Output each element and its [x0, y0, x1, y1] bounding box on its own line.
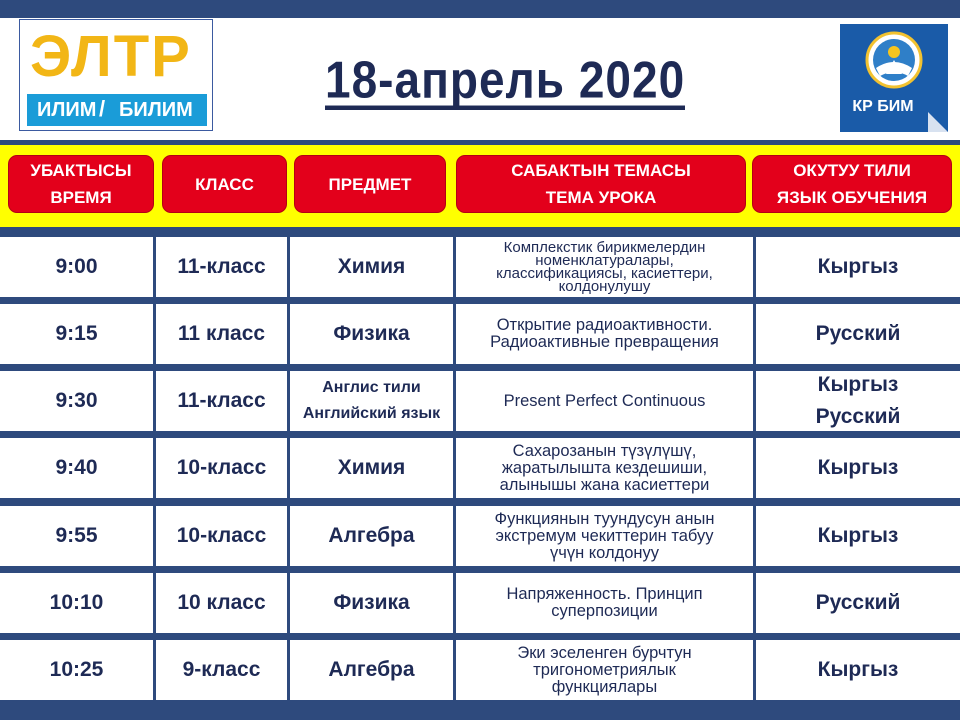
ilim-text: ИЛИМ — [37, 99, 97, 121]
cell-topic — [456, 438, 753, 498]
cell-lang — [756, 237, 960, 297]
topic-line: Напряженность. Принцип — [506, 585, 703, 603]
bilim-text: БИЛИМ — [119, 99, 193, 121]
lang-line: Кыргыз — [817, 658, 899, 681]
cell-subject — [290, 237, 453, 297]
cell-time — [0, 237, 153, 297]
header-subject-label: ПРЕДМЕТ — [328, 174, 412, 194]
table-row — [0, 304, 960, 364]
cell-time — [0, 506, 153, 566]
header-subject — [294, 155, 446, 213]
header-class — [162, 155, 287, 213]
top-band — [0, 0, 960, 18]
cell-topic — [456, 506, 753, 566]
header-topic-line2: ТЕМА УРОКА — [545, 188, 657, 207]
table-row — [0, 438, 960, 498]
header-topic-line1: САБАКТЫН ТЕМАСЫ — [511, 161, 691, 180]
cell-lang — [756, 573, 960, 633]
lang-line: Русский — [815, 322, 901, 345]
topic-line: Открытие радиоактивности. — [496, 316, 713, 334]
cell-subject — [290, 438, 453, 498]
header-time — [8, 155, 154, 213]
table-row — [0, 237, 960, 297]
cell-class — [156, 438, 287, 498]
cell-topic — [456, 237, 753, 297]
cell-topic — [456, 640, 753, 700]
header-topic — [456, 155, 746, 213]
cell-lang — [756, 304, 960, 364]
cell-class — [156, 304, 287, 364]
eltr-logo — [19, 19, 213, 131]
lang-line: Кыргыз — [817, 373, 899, 396]
cell-topic — [456, 371, 753, 431]
cell-topic — [456, 304, 753, 364]
cell-lang — [756, 506, 960, 566]
class-text: 11-класс — [177, 389, 266, 412]
cell-class — [156, 640, 287, 700]
cell-class — [156, 237, 287, 297]
subject-line: Физика — [333, 322, 410, 345]
topic-line: алынышы жана касиеттери — [499, 475, 710, 494]
header-time-line2: ВРЕМЯ — [50, 188, 112, 207]
quill-icon: / — [99, 96, 106, 121]
table-row — [0, 640, 960, 700]
time-text: 9:00 — [55, 255, 98, 278]
cell-subject — [290, 573, 453, 633]
topic-line: тригонометриялык — [533, 660, 676, 679]
topic-line: функциялары — [551, 677, 658, 696]
eltr-logo-text: ЭЛТР — [30, 26, 192, 82]
subject-line: Физика — [333, 591, 410, 614]
time-text: 10:25 — [49, 658, 104, 681]
topic-line: Эки эселенген бурчтун — [517, 643, 692, 662]
class-text: 10 класс — [177, 591, 266, 614]
header-lang-line2: ЯЗЫК ОБУЧЕНИЯ — [776, 188, 928, 207]
page-fold — [928, 112, 948, 132]
header-time-line1: УБАКТЫСЫ — [30, 161, 132, 180]
topic-line: үчүн колдонуу — [549, 543, 660, 562]
time-text: 9:15 — [55, 322, 98, 345]
table-row — [0, 506, 960, 566]
kr-bim-label: КР БИМ — [852, 98, 914, 115]
ilim-bilim-bar — [27, 94, 207, 126]
topic-line: номенклатуралары, — [535, 252, 674, 269]
topic-line: классификациясы, касиеттери, — [496, 265, 713, 282]
time-text: 9:40 — [55, 456, 98, 479]
cell-class — [156, 573, 287, 633]
cell-topic — [456, 573, 753, 633]
cell-lang — [756, 371, 960, 431]
topic-line: жаратылышта кездешиши, — [501, 458, 708, 477]
lang-line: Кыргыз — [817, 524, 899, 547]
topic-line: Функциянын туундусун анын — [494, 509, 715, 528]
lang-line: Русский — [815, 405, 901, 428]
cell-subject — [290, 304, 453, 364]
cell-lang — [756, 640, 960, 700]
subject-line: Химия — [337, 456, 406, 479]
time-text: 9:30 — [55, 389, 98, 412]
cell-time — [0, 640, 153, 700]
cell-subject — [290, 371, 453, 431]
topic-line: Комплекстик бирикмелердин — [503, 239, 706, 256]
subject-line: Английский язык — [302, 405, 441, 422]
topic-line: колдонулушу — [558, 278, 651, 295]
class-text: 10-класс — [176, 456, 267, 479]
topic-line: суперпозиции — [551, 602, 658, 620]
table-row — [0, 573, 960, 633]
eltr-logo-mark — [28, 26, 204, 82]
time-text: 9:55 — [55, 524, 98, 547]
cell-lang — [756, 438, 960, 498]
header-lang-line1: ОКУТУУ ТИЛИ — [793, 161, 911, 180]
class-text: 9-класс — [182, 658, 261, 681]
header-class-label: КЛАСС — [195, 174, 254, 194]
topic-line: экстремум чекиттерин табуу — [495, 526, 714, 545]
cell-class — [156, 506, 287, 566]
lang-line: Кыргыз — [817, 255, 899, 278]
class-text: 10-класс — [176, 524, 267, 547]
subject-line: Алгебра — [328, 524, 415, 547]
kr-bim-logo — [840, 24, 948, 132]
cell-time — [0, 304, 153, 364]
page-title: 18-апрель 2020 — [325, 50, 686, 109]
lang-line: Русский — [815, 591, 901, 614]
class-text: 11 класс — [177, 322, 266, 345]
table-row — [0, 371, 960, 431]
topic-line: Сахарозанын түзүлүшү, — [512, 441, 697, 460]
column-header-band — [0, 145, 960, 227]
subject-line: Англис тили — [322, 379, 421, 396]
cell-subject — [290, 640, 453, 700]
kyrgyz-emblem-icon — [864, 30, 924, 90]
time-text: 10:10 — [49, 591, 104, 614]
subject-line: Алгебра — [328, 658, 415, 681]
subject-line: Химия — [337, 255, 406, 278]
cell-class — [156, 371, 287, 431]
cell-time — [0, 438, 153, 498]
cell-subject — [290, 506, 453, 566]
topic-line: Радиоактивные превращения — [490, 333, 719, 351]
cell-time — [0, 573, 153, 633]
cell-time — [0, 371, 153, 431]
class-text: 11-класс — [177, 255, 266, 278]
topic-line: Present Perfect Continuous — [503, 391, 706, 410]
header-lang — [752, 155, 952, 213]
lang-line: Кыргыз — [817, 456, 899, 479]
